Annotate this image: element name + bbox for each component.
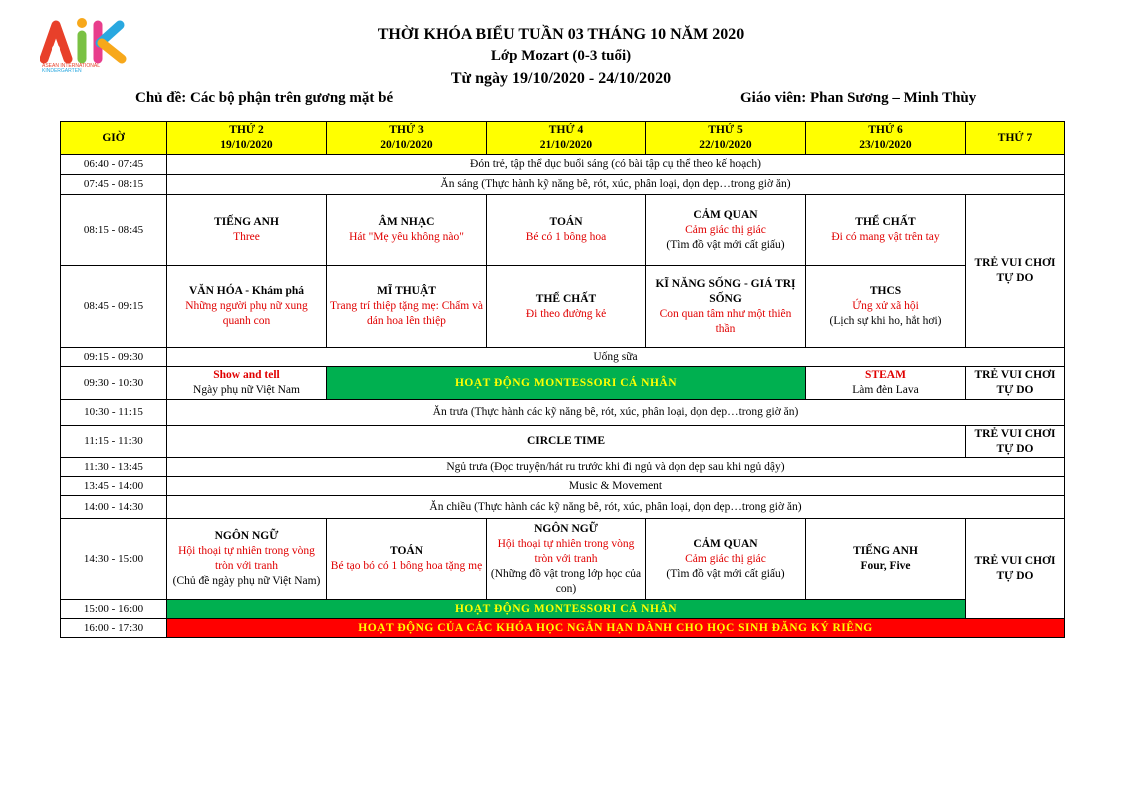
date-range: Từ ngày 19/10/2020 - 24/10/2020 (450, 70, 672, 87)
activity-cell: KĨ NĂNG SỐNG - GIÁ TRỊ SỐNG Con quan tâm như một thiên thần (646, 266, 806, 348)
page-title: THỜI KHÓA BIỂU TUẦN 03 THÁNG 10 NĂM 2020 (377, 26, 745, 43)
header-monday: THỨ 2 19/10/2020 (167, 122, 327, 155)
free-play-cell: TRẺ VUI CHƠI TỰ DO (966, 367, 1065, 400)
header-wednesday: THỨ 4 21/10/2020 (487, 122, 646, 155)
table-row (61, 426, 1065, 458)
table-row (61, 619, 1065, 638)
activity-cell: STEAM Làm đèn Lava (806, 367, 966, 400)
activity-cell: Show and tell Ngày phụ nữ Việt Nam (167, 367, 327, 400)
activity-cell: MĨ THUẬT Trang trí thiệp tặng mẹ: Chấm và dán hoa lên thiệp (327, 266, 487, 348)
topic: Chủ đề: Các bộ phận trên gương mặt bé (135, 90, 394, 106)
header-time: GIỜ (61, 122, 167, 155)
table-row (61, 400, 1065, 426)
table-row (61, 496, 1065, 519)
activity-cell: TIẾNG ANH Four, Five (806, 519, 966, 600)
activity-cell: TOÁN Bé có 1 bông hoa (487, 195, 646, 266)
time-cell: 07:45 - 08:15 (61, 175, 167, 195)
svg-text:ASEAN INTERNATIONAL: ASEAN INTERNATIONAL (42, 63, 100, 69)
activity-cell: THỂ CHẤT Đi có mang vật trên tay (806, 195, 966, 266)
montessori-cell: HOẠT ĐỘNG MONTESSORI CÁ NHÂN (327, 367, 806, 400)
activity-cell: Uống sữa (167, 348, 1065, 367)
free-play-cell: TRẺ VUI CHƠI TỰ DO (966, 426, 1065, 458)
activity-cell: NGÔN NGỮ Hội thoại tự nhiên trong vòng tròn với tranh (Những đồ vật trong lớp học của con) (487, 519, 646, 600)
activity-cell: Ăn chiều (Thực hành các kỹ năng bê, rót, xúc, phân loại, dọn dẹp…trong giờ ăn) (167, 496, 1065, 519)
activity-cell: Đón trẻ, tập thể dục buổi sáng (có bài tập cụ thể theo kế hoạch) (167, 155, 1065, 175)
table-row (61, 155, 1065, 175)
free-play-cell: TRẺ VUI CHƠI TỰ DO (966, 195, 1065, 348)
activity-cell: CẢM QUAN Cảm giác thị giác (Tìm đồ vật mới cất giấu) (646, 519, 806, 600)
activity-cell: ÂM NHẠC Hát "Mẹ yêu không nào" (327, 195, 487, 266)
table-row (61, 367, 1065, 400)
montessori-cell: HOẠT ĐỘNG MONTESSORI CÁ NHÂN (167, 600, 966, 619)
table-row (61, 266, 1065, 348)
activity-cell: Ngủ trưa (Đọc truyện/hát ru trước khi đi ngủ và dọn dẹp sau khi ngủ dậy) (167, 458, 1065, 477)
time-cell: 08:45 - 09:15 (61, 266, 167, 348)
teacher: Giáo viên: Phan Sương – Minh Thùy (740, 90, 977, 106)
time-cell: 11:15 - 11:30 (61, 426, 167, 458)
activity-cell: TIẾNG ANH Three (167, 195, 327, 266)
activity-cell: THỂ CHẤT Đi theo đường kẻ (487, 266, 646, 348)
timetable (60, 121, 1065, 638)
activity-cell: Ăn sáng (Thực hành kỹ năng bê, rót, xúc, phân loại, dọn dẹp…trong giờ ăn) (167, 175, 1065, 195)
header-tuesday: THỨ 3 20/10/2020 (327, 122, 487, 155)
header-saturday: THỨ 7 (966, 122, 1065, 155)
table-row (61, 519, 1065, 600)
table-row (61, 175, 1065, 195)
time-cell: 16:00 - 17:30 (61, 619, 167, 638)
table-row (61, 477, 1065, 496)
time-cell: 06:40 - 07:45 (61, 155, 167, 175)
header-row (61, 122, 1065, 155)
time-cell: 13:45 - 14:00 (61, 477, 167, 496)
time-cell: 09:15 - 09:30 (61, 348, 167, 367)
circle-time-cell: CIRCLE TIME (167, 426, 966, 458)
time-cell: 14:00 - 14:30 (61, 496, 167, 519)
activity-cell: TOÁN Bé tạo bó có 1 bông hoa tặng mẹ (327, 519, 487, 600)
header-friday: THỨ 6 23/10/2020 (806, 122, 966, 155)
activity-cell: NGÔN NGỮ Hội thoại tự nhiên trong vòng tròn với tranh (Chủ đề ngày phụ nữ Việt Nam) (167, 519, 327, 600)
table-row (61, 195, 1065, 266)
free-play-cell: TRẺ VUI CHƠI TỰ DO (966, 519, 1065, 619)
time-cell: 11:30 - 13:45 (61, 458, 167, 477)
time-cell: 15:00 - 16:00 (61, 600, 167, 619)
time-cell: 08:15 - 08:45 (61, 195, 167, 266)
table-row (61, 348, 1065, 367)
class-name: Lớp Mozart (0-3 tuổi) (490, 48, 632, 64)
activity-cell: Ăn trưa (Thực hành các kỹ năng bê, rót, xúc, phân loại, dọn dẹp…trong giờ ăn) (167, 400, 1065, 426)
table-row (61, 600, 1065, 619)
time-cell: 09:30 - 10:30 (61, 367, 167, 400)
time-cell: 10:30 - 11:15 (61, 400, 167, 426)
activity-cell: VĂN HÓA - Khám phá Những người phụ nữ xung quanh con (167, 266, 327, 348)
time-cell: 14:30 - 15:00 (61, 519, 167, 600)
svg-text:KINDERGARTEN: KINDERGARTEN (42, 68, 82, 73)
header-thursday: THỨ 5 22/10/2020 (646, 122, 806, 155)
activity-cell: Music & Movement (167, 477, 1065, 496)
activity-cell: THCS Ứng xử xã hội (Lịch sự khi ho, hắt hơi) (806, 266, 966, 348)
table-row (61, 458, 1065, 477)
short-course-cell: HOẠT ĐỘNG CỦA CÁC KHÓA HỌC NGẮN HẠN DÀNH CHO HỌC SINH ĐĂNG KÝ RIÊNG (167, 619, 1065, 638)
activity-cell: CẢM QUAN Cảm giác thị giác (Tìm đồ vật mới cất giấu) (646, 195, 806, 266)
